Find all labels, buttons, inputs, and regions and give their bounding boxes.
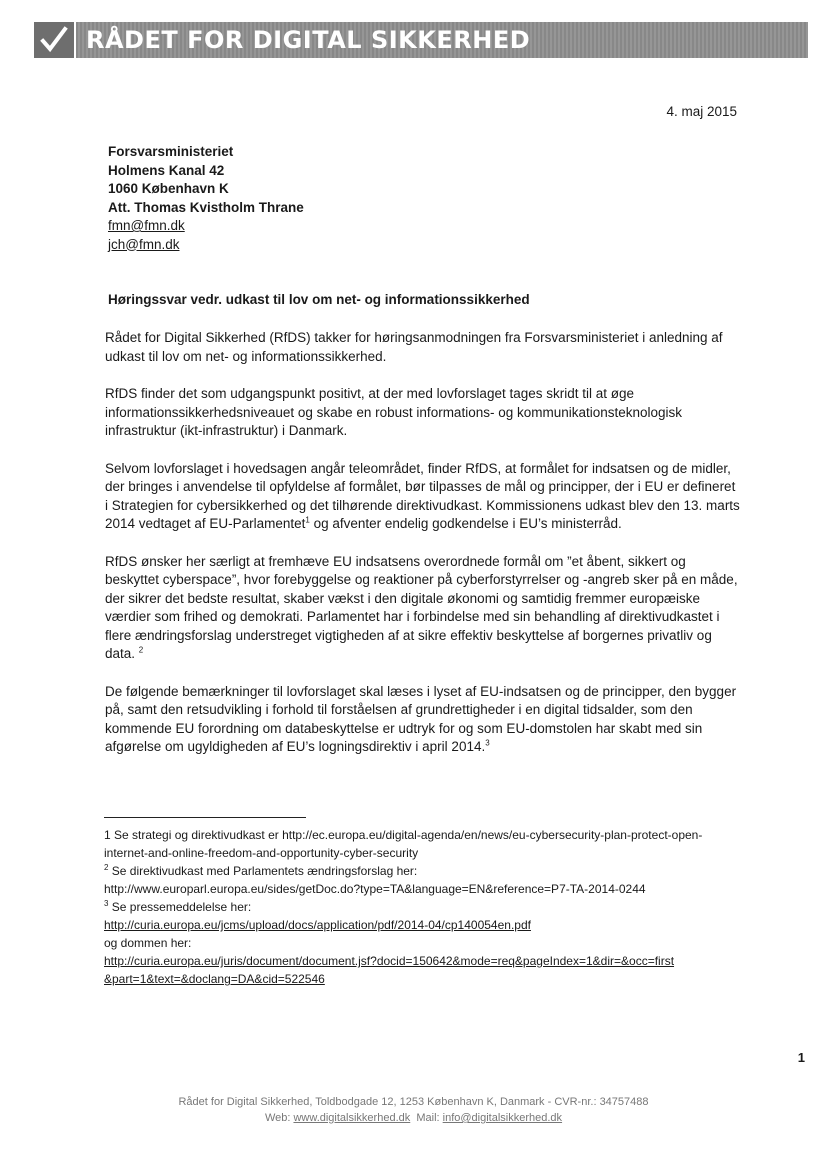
footnote-divider	[104, 817, 306, 818]
body-paragraph: Selvom lovforslaget i hovedsagen angår teleområdet, finder RfDS, at formålet for indsatsen og de midler, der bringes i anvendelse til opfyldelse af formålet, bør tilpasses de mål og principper, der i EU er defineret i Strategien for cybersikkerhed og det tilhørende direktivudkast. Kommissionens udkast blev den 13. marts 2014 vedtaget af EU-Parlamentet$^1$ og afventer endelig godkendelse i EU’s ministerråd.	[105, 460, 740, 531]
body-paragraph: Rådet for Digital Sikkerhed (RfDS) takker for høringsanmodningen fra Forsvarsministeriet i anledning af udkast til lov om net- og informationssikkerhed.	[105, 330, 723, 364]
recipient-email-link[interactable]: jch@fmn.dk	[108, 236, 180, 252]
page-footer	[0, 1094, 827, 1126]
letter-date: 4. maj 2015	[666, 104, 737, 119]
letter-body	[105, 329, 741, 776]
body-paragraph: De følgende bemærkninger til lovforslaget skal læses i lyset af EU-indsatsen og de principper, den bygger på, samt den retsudvikling i forhold til forståelsen af grundrettigheder i en digital tidsalder, som den kommende EU forordning om databeskyttelse er udtryk for og som EU-domstolen har skabt med sin afgørelse om ugyldigheden af EU’s logningsdirektiv i april 2014.$^3$	[105, 683, 737, 754]
footer-address: Rådet for Digital Sikkerhed, Toldbodgade 12, 1253 København K, Danmark - CVR-nr.: 34757488	[178, 1096, 649, 1108]
footer-web-link[interactable]: www.digitalsikkerhed.dk	[293, 1112, 411, 1124]
recipient-address	[108, 143, 304, 254]
letterhead-title: RÅDET FOR DIGITAL SIKKERHED	[86, 26, 531, 54]
footnote-3-link[interactable]: http://curia.europa.eu/jcms/upload/docs/application/pdf/2014-04/cp140054en.pdf	[104, 918, 531, 932]
recipient-email-link[interactable]: fmn@fmn.dk	[108, 218, 185, 233]
footnote-ref: 1	[305, 515, 310, 525]
footnote-3-judgment-link-cont[interactable]: &part=1&text=&doclang=DA&cid=522546	[104, 972, 325, 986]
body-paragraph: RfDS ønsker her særligt at fremhæve EU indsatsens overordnede formål om ”et åbent, sikkert og beskyttet cyberspace”, hvor forebyggelse og reaktioner på cyberforstyrrelser og -angreb sker på en måde, der sikrer det bedste resultat, skaber vækst i den digitale økonomi og samtidig fremmer europæiske værdier som frihed og demokrati. Parlamentet har i forbindelse med sin behandling af direktivudkastet i flere ændringsforslag understreget vigtigheden af at sikre effektiv beskyttelse af borgernes privatliv og data. $^2$	[105, 553, 738, 661]
letter-subject: Høringssvar vedr. udkast til lov om net- og informationssikkerhed	[108, 292, 530, 307]
recipient-city: 1060 København K	[108, 181, 229, 196]
recipient-street: Holmens Kanal 42	[108, 162, 225, 178]
recipient-attention: Att. Thomas Kvistholm Thrane	[108, 199, 304, 215]
footer-mail-link[interactable]: info@digitalsikkerhed.dk	[442, 1112, 563, 1124]
footnote-3-text: og dommen her:	[104, 936, 192, 950]
body-paragraph: RfDS finder det som udgangspunkt positivt, at der med lovforslaget tages skridt til at øge informationssikkerhedsniveauet og skabe en robust informations- og kommunikationsteknologisk infrastruktur (ikt-infrastruktur) i Danmark.	[105, 386, 683, 438]
footnotes	[104, 826, 744, 988]
footnote-2: $^2$ Se direktivudkast med Parlamentets ændringsforslag her:	[104, 863, 418, 878]
footer-contact: Web: www.digitalsikkerhed.dk Mail: info@digitalsikkerhed.dk	[264, 1112, 563, 1124]
footnote-ref: 3	[485, 738, 490, 748]
recipient-name: Forsvarsministeriet	[108, 144, 234, 159]
footnote-1: 1 Se strategi og direktivudkast er http://ec.europa.eu/digital-agenda/en/news/eu-cybersecurity-plan-protect-open-internet-and-online-freedom-and-opportunity-cyber-security	[104, 828, 703, 860]
footnote-2-link[interactable]: http://www.europarl.europa.eu/sides/getDoc.do?type=TA&language=EN&reference=P7-TA-2014-0244	[104, 882, 646, 896]
checkmark-icon	[34, 22, 76, 58]
letterhead-banner	[34, 22, 808, 58]
footnote-3: $^3$ Se pressemeddelelse her:	[104, 899, 252, 914]
page-number: 1	[797, 1050, 805, 1065]
footnote-3-judgment-link[interactable]: http://curia.europa.eu/juris/document/document.jsf?docid=150642&mode=req&pageIndex=1&dir=&occ=first	[104, 954, 675, 968]
footnote-ref: 2	[138, 645, 144, 655]
